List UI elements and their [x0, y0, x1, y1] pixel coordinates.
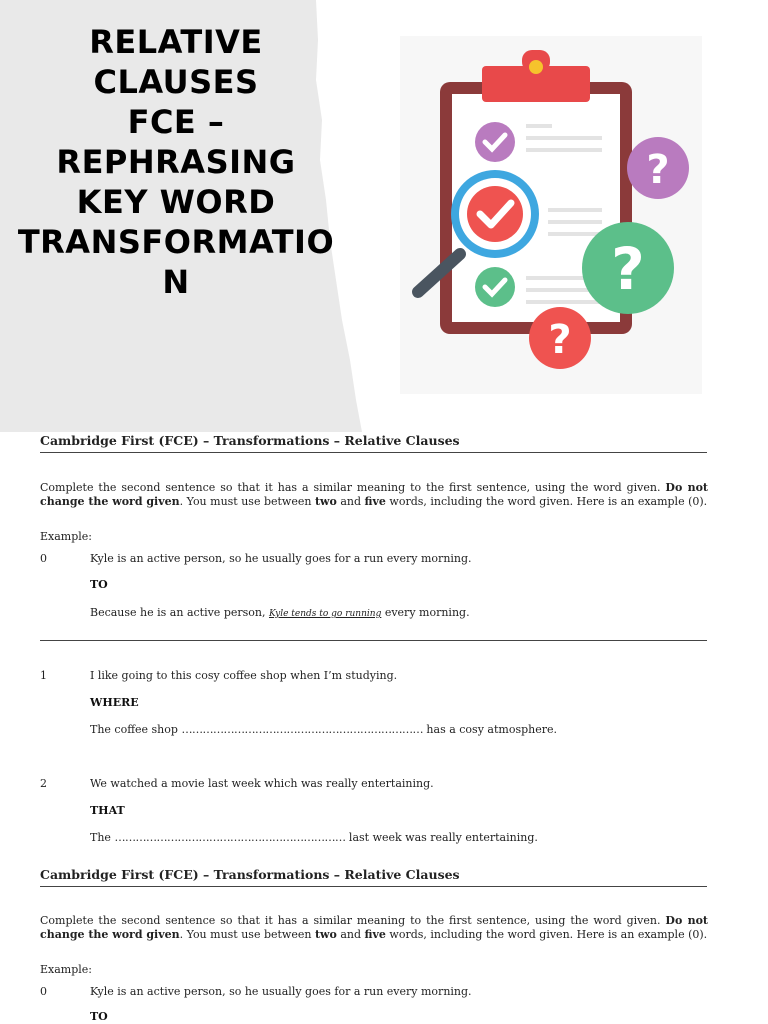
item-number: 0: [40, 985, 47, 998]
title-slide: [0, 0, 768, 432]
title-line: N: [162, 263, 190, 301]
answer-blank: ……………………………………………………………: [181, 723, 423, 736]
item-sentence: I like going to this cosy coffee shop when I’m studying.: [90, 669, 398, 682]
item-rewrite: Because he is an active person, Kyle tends to go running every morning.: [90, 606, 470, 619]
key-word: TO: [90, 1010, 108, 1023]
key-word: WHERE: [90, 696, 139, 709]
example-label: Example:: [40, 963, 92, 976]
purple-check-icon: [475, 122, 515, 162]
item-rewrite: The coffee shop …………………………………………………………… has a cosy atmosphere.: [90, 723, 557, 736]
instructions: Complete the second sentence so that it has a similar meaning to the first sentence, using the word given. Do not change the word given. You must use between two and five words, including the word given. Here is an example (0).: [40, 914, 708, 941]
item-sentence: We watched a movie last week which was really entertaining.: [90, 777, 434, 790]
key-word: THAT: [90, 804, 125, 817]
answer-blank: …………………………………………………………: [114, 831, 346, 844]
title-line: CLAUSES: [93, 63, 259, 101]
svg-text:?: ?: [548, 317, 572, 363]
title-line: RELATIVE: [89, 23, 263, 61]
item-sentence: Kyle is an active person, so he usually goes for a run every morning.: [90, 985, 472, 998]
heading-rule: [40, 886, 707, 887]
slide-title: [0, 22, 352, 302]
example-label: Example:: [40, 530, 92, 543]
divider: [40, 640, 707, 641]
svg-text:?: ?: [611, 235, 645, 303]
title-line: KEY WORD: [76, 183, 276, 221]
example-answer: Kyle tends to go running: [268, 609, 382, 619]
key-word: TO: [90, 578, 108, 591]
svg-text:?: ?: [646, 147, 670, 193]
item-number: 2: [40, 777, 47, 790]
title-line: TRANSFORMATIO: [17, 223, 335, 261]
worksheet-heading: Cambridge First (FCE) – Transformations – Relative Clauses: [40, 867, 460, 882]
item-number: 1: [40, 669, 47, 682]
item-number: 0: [40, 552, 47, 565]
instructions: Complete the second sentence so that it has a similar meaning to the first sentence, using the word given. Do not change the word given. You must use between two and five words, including the word given. Here is an example (0).: [40, 481, 708, 508]
heading-rule: [40, 452, 707, 453]
title-line: REPHRASING: [56, 143, 296, 181]
title-line: FCE –: [127, 103, 225, 141]
green-check-icon: [475, 267, 515, 307]
worksheet-heading: Cambridge First (FCE) – Transformations – Relative Clauses: [40, 433, 460, 448]
clipboard-illustration: [400, 36, 702, 394]
item-sentence: Kyle is an active person, so he usually goes for a run every morning.: [90, 552, 472, 565]
item-rewrite: The ………………………………………………………… last week was really entertaining.: [90, 831, 538, 844]
